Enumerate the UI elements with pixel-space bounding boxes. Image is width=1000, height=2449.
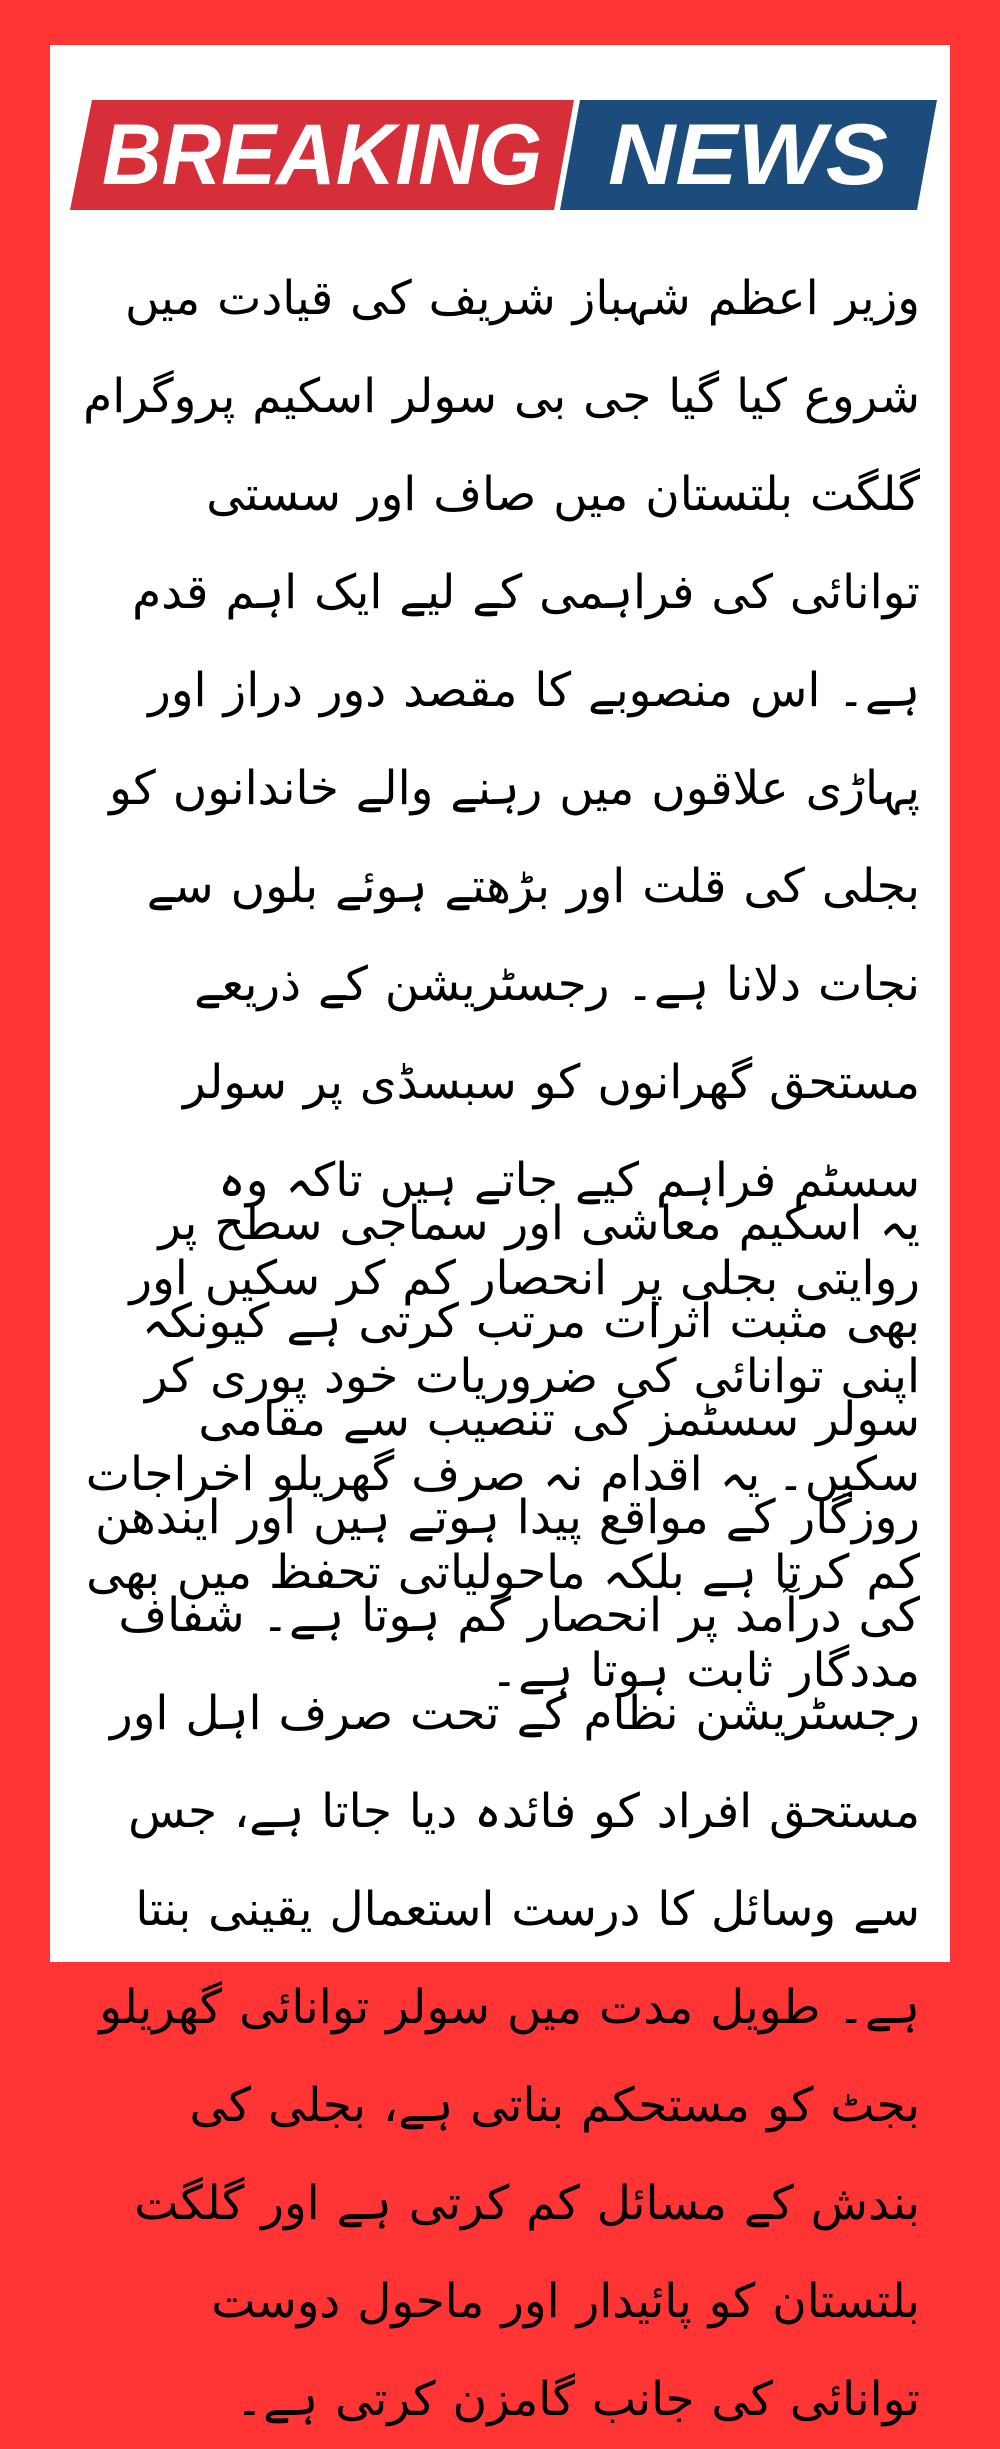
article-paragraph-1: وزیر اعظم شہباز شریف کی قیادت میں شروع کیا گیا جی بی سولر اسکیم پروگرام گلگت بلتستان میں صاف اور سستی توانائی کی فراہمی کے لیے ایک اہم قدم ہے۔ اس منصوبے کا مقصد دور دراز اور پہاڑی علاقوں میں رہنے والے خاندانوں کو بجلی کی قلت اور بڑھتے ہوئے بلوں سے نجات دلانا ہے۔ رجسٹریشن کے ذریعے مستحق گھرانوں کو سبسڈی پر سولر سسٹم فراہم کیے جاتے ہیں تاکہ وہ روایتی بجلی پر انحصار کم کر سکیں اور اپنی توانائی کی ضروریات خود پوری کر سکیں۔ یہ اقدام نہ صرف گھریلو اخراجات کم کرتا ہے بلکہ ماحولیاتی تحفظ میں بھی مددگار ثابت ہوتا ہے۔ [83,271,920,1698]
news-card [50,45,950,2427]
banner-word-breaking: BREAKING [102,107,542,203]
breaking-news-banner [70,100,937,210]
banner-graphic [70,100,937,210]
banner-word-news: NEWS [608,107,888,203]
article-paragraph-2: یہ اسکیم معاشی اور سماجی سطح پر بھی مثبت اثرات مرتب کرتی ہے کیونکہ سولر سسٹمز کی تنصیب سے مقامی روزگار کے مواقع پیدا ہوتے ہیں اور ایندھن کی درآمد پر انحصار کم ہوتا ہے۔ شفاف رجسٹریشن نظام کے تحت صرف اہل اور مستحق افراد کو فائدہ دیا جاتا ہے، جس سے وسائل کا درست استعمال یقینی بنتا ہے۔ طویل مدت میں سولر توانائی گھریلو بجٹ کو مستحکم بناتی ہے، بجلی کی بندش کے مسائل کم کرتی ہے اور گلگت بلتستان کو پائیدار اور ماحول دوست توانائی کی جانب گامزن کرتی ہے۔ [95,1196,920,2427]
